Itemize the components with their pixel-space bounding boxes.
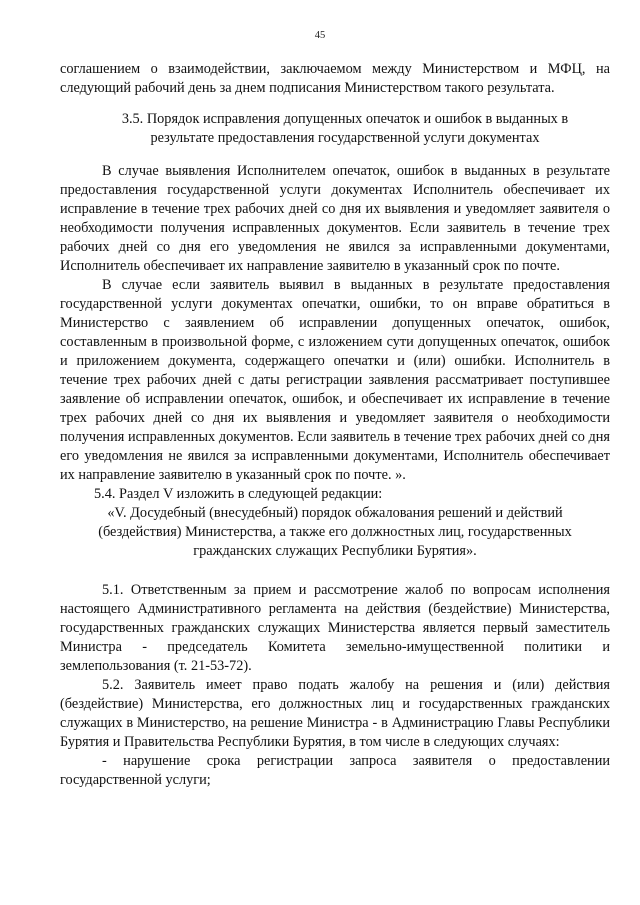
section-heading-3-5: 3.5. Порядок исправления допущенных опечаток и ошибок в выданных в результате предоставления государственной услуги документах (121, 111, 569, 146)
paragraph-applicant-errors: В случае если заявитель выявил в выданных в результате предоставления государственной услуги документах опечатки, ошибки, то он вправе обратиться в Министерство с заявлением об исправлении допущенных опечаток, ошибок, составленным в произвольной форме, с изложением сути допущенных опечаток, ошибок и приложением документа, содержащего опечатки и (или) ошибки. Исполнитель в течение трех рабочих дней с даты регистрации заявления рассматривает поступившее заявление об исправлении опечаток, ошибок, и обеспечивает их исправление в течение трех рабочих дней со дня их выявления и уведомляет заявителя о необходимости получения исправленных документов. Если заявитель в течение трех рабочих дней со дня его уведомления не явился за исправленными документами, Исполнитель обеспечивает их направление заявителю в указанный срок по почте. ». (60, 277, 610, 483)
paragraph-continuation: соглашением о взаимодействии, заключаемом между Министерством и МФЦ, на следующий рабочий день за днем подписания Министерством такого результата. (60, 61, 610, 96)
paragraph-list-item-1: - нарушение срока регистрации запроса заявителя о предоставлении государственной услуги; (60, 753, 610, 788)
document-body (60, 60, 610, 790)
section-heading-v: «V. Досудебный (внесудебный) порядок обжалования решений и действий (бездействия) Министерства, а также его должностных лиц, государственных гражданских служащих Республики Бурятия». (98, 505, 572, 559)
paragraph-section-5-4: 5.4. Раздел V изложить в следующей редакции: (94, 486, 383, 502)
paragraph-executor-errors: В случае выявления Исполнителем опечаток, ошибок в выданных в результате предоставления государственной услуги документах Исполнитель обеспечивает их исправление в течение трех рабочих дней со дня их выявления и уведомляет заявителя о необходимости получения исправленных документов. Если заявитель в течение трех рабочих дней со дня его уведомления не явился за исправленными документами, Исполнитель обеспечивает их направление заявителю в указанный срок по почте. (60, 163, 610, 274)
paragraph-5-1: 5.1. Ответственным за прием и рассмотрение жалоб по вопросам исполнения настоящего Административного регламента на действия (бездействие) Министерства, государственных гражданских служащих Министерства является первый заместитель Министра - председатель Комитета земельно-имущественной политики и землепользования (т. 21-53-72). (60, 582, 610, 674)
page-number: 45 (314, 30, 326, 41)
paragraph-5-2: 5.2. Заявитель имеет право подать жалобу на решения и (или) действия (бездействие) Министерства, его должностных лиц и государственных гражданских служащих в Министерство, на решение Министра - в Администрацию Главы Республики Бурятия и Правительства Республики Бурятия, в том числе в следующих случаях: (60, 677, 610, 750)
